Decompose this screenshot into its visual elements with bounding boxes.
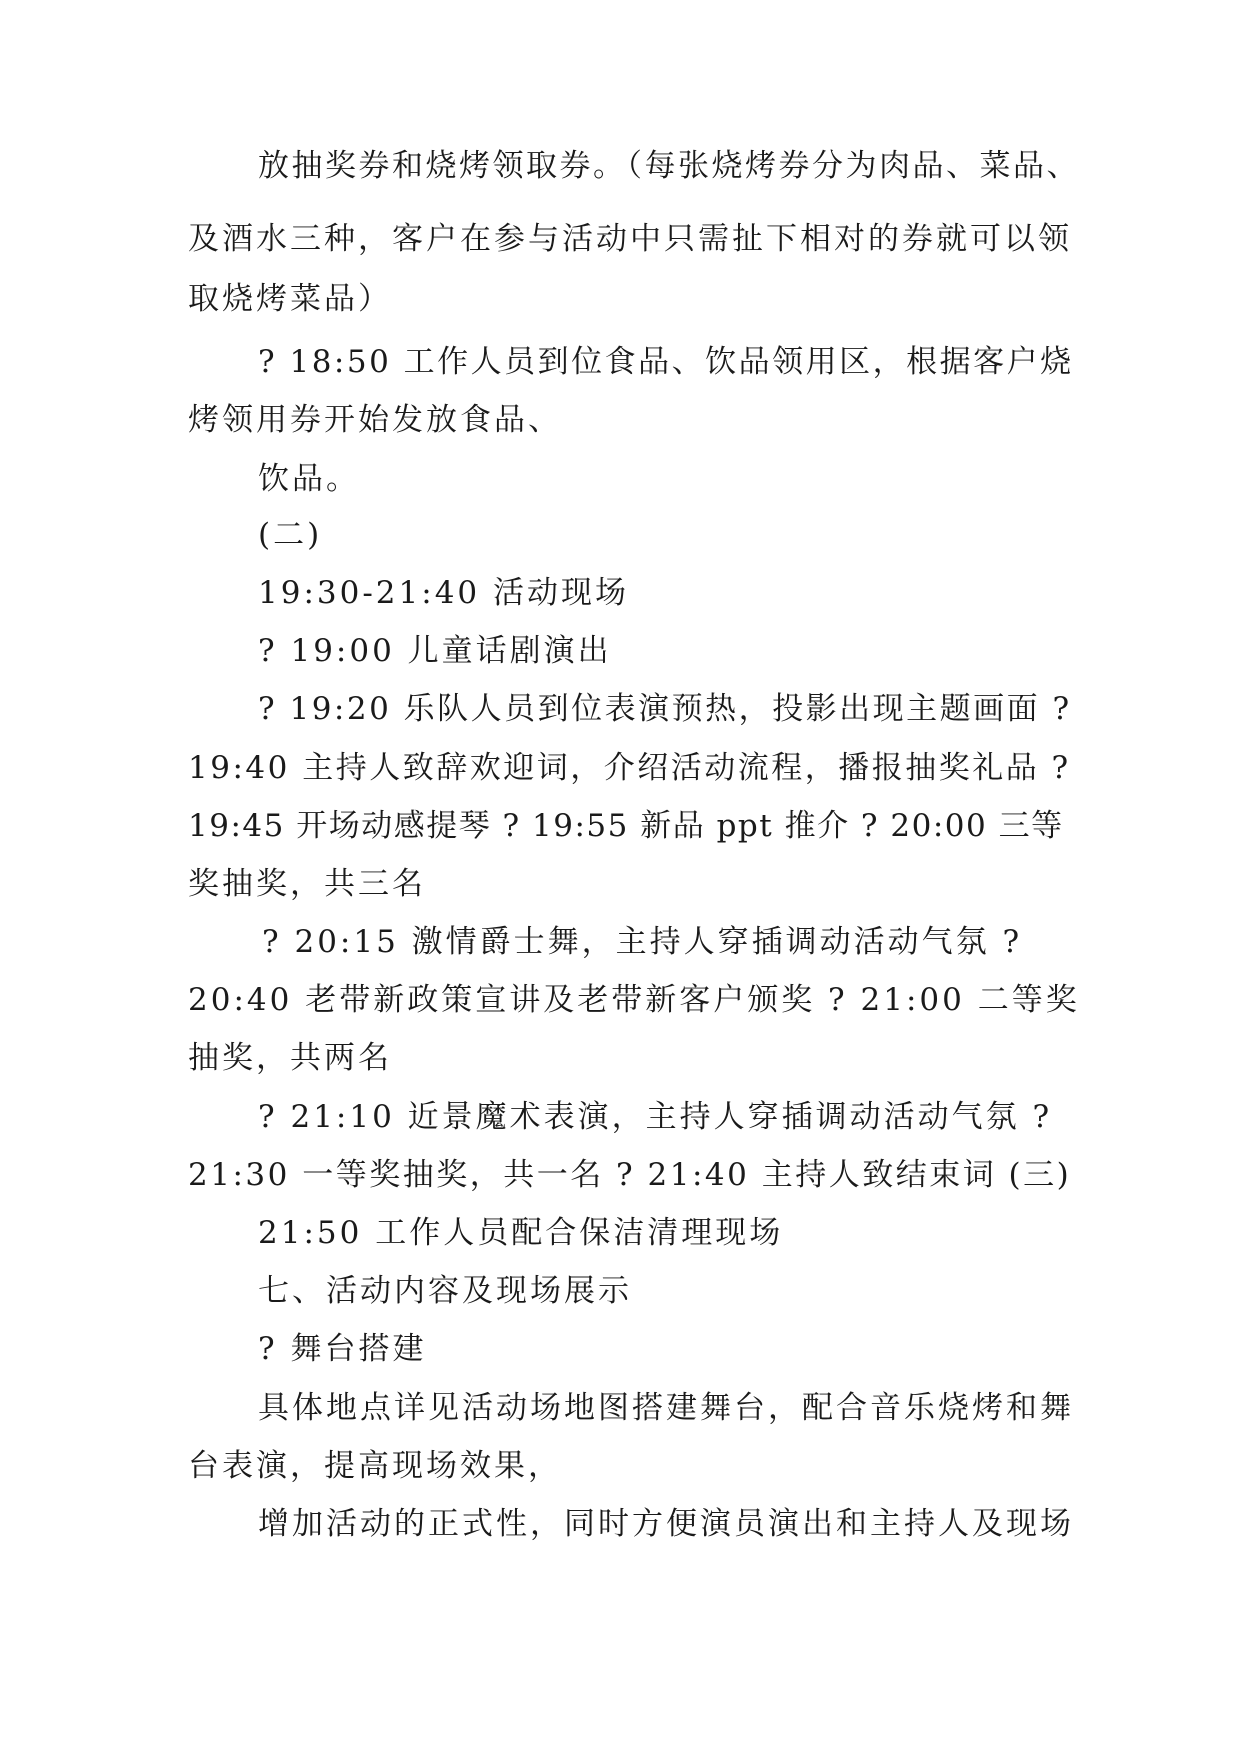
text-line-13: 奖抽奖，共三名: [188, 866, 426, 902]
text-line-23: 台表演，提高现场效果，: [188, 1448, 562, 1484]
text-line-3: 取烧烤菜品）: [188, 281, 392, 317]
text-line-16: 抽奖，共两名: [188, 1040, 392, 1076]
text-line-18: 21:30 一等奖抽奖，共一名 ? 21:40 主持人致结束词 (三): [188, 1157, 1072, 1193]
text-line-9: ? 19:00 儿童话剧演出: [258, 633, 612, 669]
text-line-1: 放抽奖券和烧烤领取券。（每张烧烤券分为肉品、菜品、: [258, 148, 1080, 184]
text-line-5: 烤领用券开始发放食品、: [188, 402, 562, 438]
text-line-17: ? 21:10 近景魔术表演，主持人穿插调动活动气氛 ?: [258, 1099, 1053, 1135]
text-line-22: 具体地点详见活动场地图搭建舞台，配合音乐烧烤和舞: [258, 1390, 1074, 1426]
text-line-14: ? 20:15 激情爵士舞，主持人穿插调动活动气氛 ?: [262, 924, 1023, 960]
text-line-2: 及酒水三种，客户在参与活动中只需扯下相对的券就可以领: [188, 221, 1072, 257]
text-line-11: 19:40 主持人致辞欢迎词，介绍活动流程，播报抽奖礼品 ?: [188, 750, 1071, 786]
text-line-15: 20:40 老带新政策宣讲及老带新客户颁奖 ? 21:00 二等奖: [188, 982, 1080, 1018]
text-line-20: 七、活动内容及现场展示: [258, 1273, 632, 1309]
text-line-24: 增加活动的正式性，同时方便演员演出和主持人及现场: [258, 1506, 1074, 1542]
text-line-4: ? 18:50 工作人员到位食品、饮品领用区，根据客户烧: [258, 344, 1074, 380]
text-line-10: ? 19:20 乐队人员到位表演预热，投影出现主题画面 ?: [258, 691, 1072, 727]
text-line-12: 19:45 开场动感提琴 ? 19:55 新品 ppt 推介 ? 20:00 三等: [188, 808, 1064, 844]
text-line-19: 21:50 工作人员配合保洁清理现场: [258, 1215, 784, 1251]
text-line-21: ? 舞台搭建: [258, 1331, 427, 1367]
text-line-6: 饮品。: [258, 461, 360, 497]
text-line-8: 19:30-21:40 活动现场: [258, 575, 630, 611]
text-line-7: (二): [258, 517, 323, 553]
